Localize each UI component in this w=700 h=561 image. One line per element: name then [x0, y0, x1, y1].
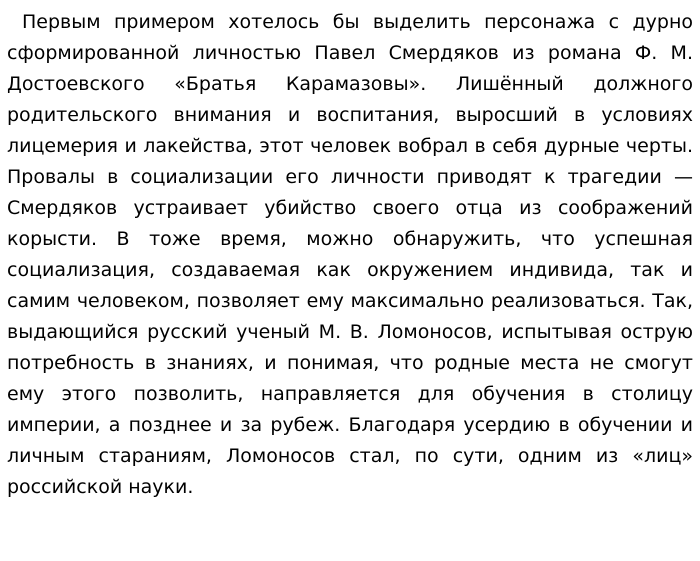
document-page: [7, 7, 693, 503]
body-paragraph: Первым примером хотелось бы выделить персонажа с дурно сформированной личностью Павел Смердяков из романа Ф. М. Достоевского «Братья Карамазовы». Лишённый должного родительского внимания и воспитания, выросший в условиях лицемерия и лакейства, этот человек вобрал в себя дурные черты. Провалы в социализации его личности приводят к трагедии — Смердяков устраивает убийство своего отца из соображений корысти. В тоже время, можно обнаружить, что успешная социализация, создаваемая как окружением индивида, так и самим человеком, позволяет ему максимально реализоваться. Так, выдающийся русский ученый М. В. Ломоносов, испытывая острую потребность в знаниях, и понимая, что родные места не смогут ему этого позволить, направляется для обучения в столицу империи, а позднее и за рубеж. Благодаря усердию в обучении и личным стараниям, Ломоносов стал, по сути, одним из «лиц» российской науки.: [7, 11, 693, 498]
